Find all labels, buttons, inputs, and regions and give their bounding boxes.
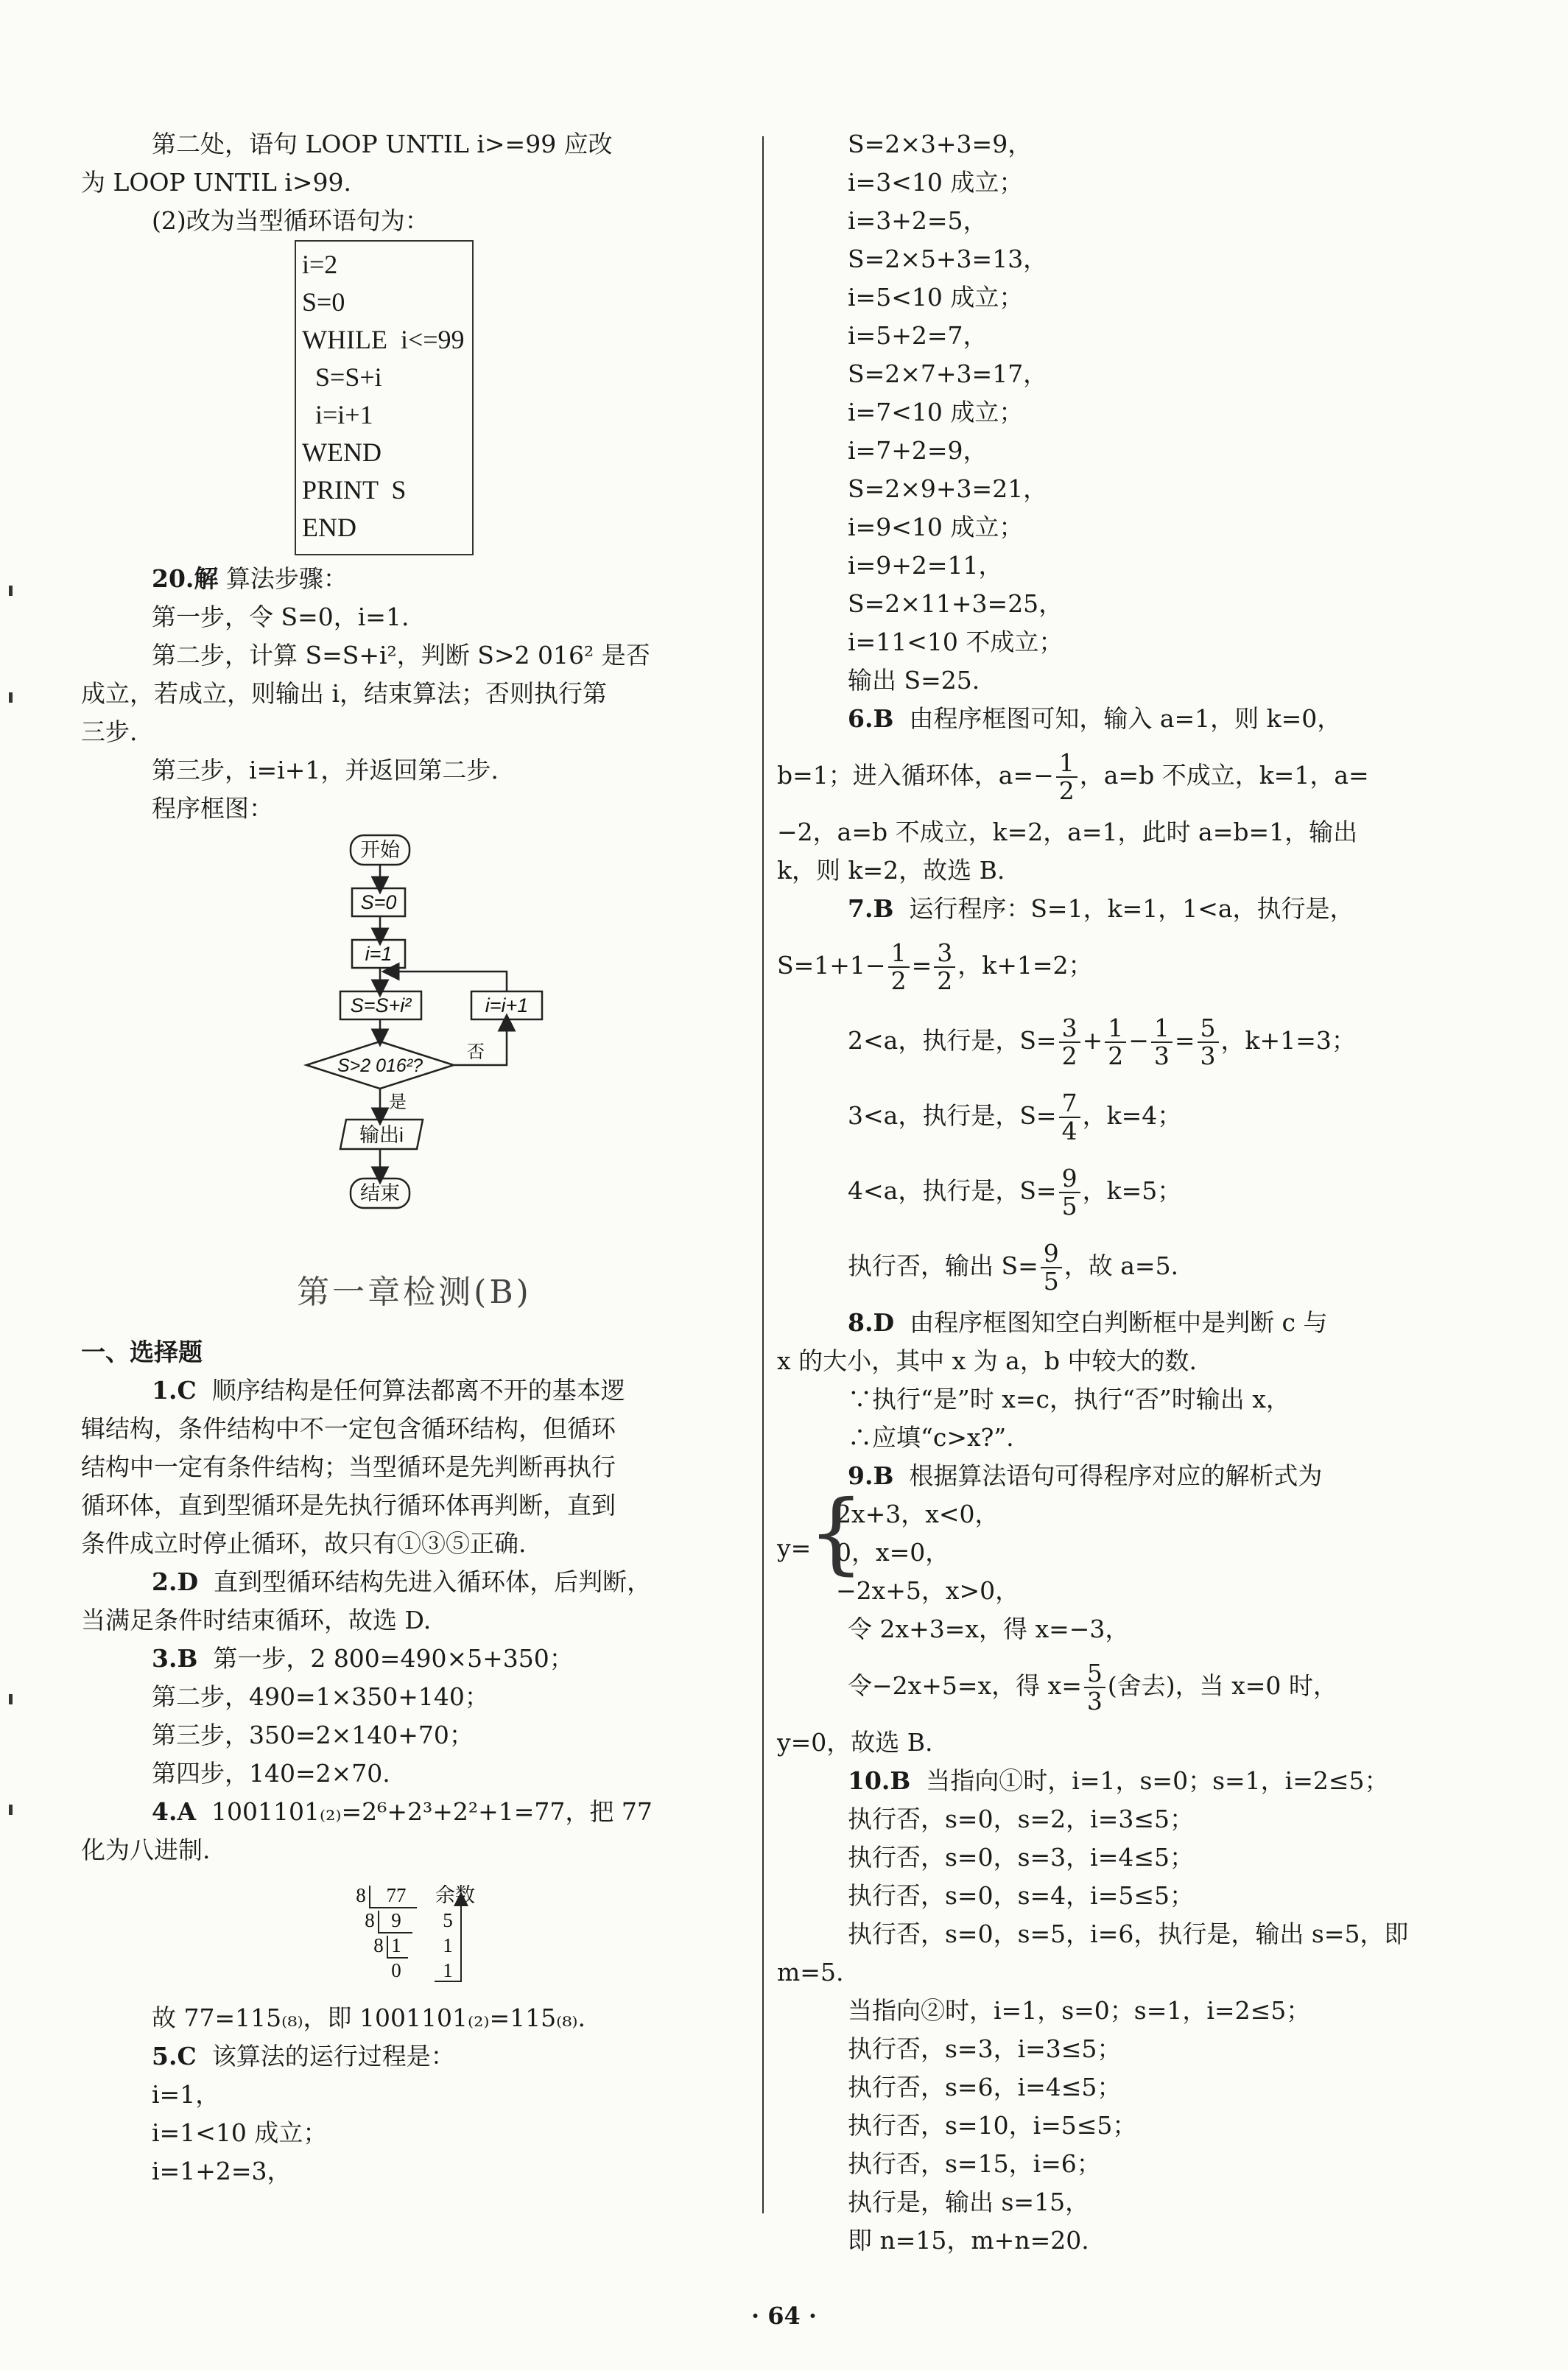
fraction xyxy=(1151,1015,1173,1069)
text-segment: b=1；进入循环体，a=− xyxy=(777,761,1054,790)
question-label: 10.B xyxy=(848,1766,911,1795)
operator: + xyxy=(1082,1026,1103,1055)
divisor: 8 xyxy=(356,1884,366,1906)
remainder: 1 xyxy=(443,1934,453,1956)
answer-line xyxy=(777,890,1484,928)
text-line: i=11<10 不成立； xyxy=(848,628,1064,656)
code-box xyxy=(295,240,474,555)
answer-text: 由程序框图可知，输入 a=1，则 k=0， xyxy=(909,704,1342,733)
answer-text: 根据算法语句可得程序对应的解析式为 xyxy=(909,1461,1323,1490)
answer-text: 该算法的运行过程是： xyxy=(211,2042,455,2070)
text-line: 即 n=15，m+n=20. xyxy=(848,2226,1089,2255)
quotient: 9 xyxy=(391,1909,401,1931)
text-line: S=2×7+3=17， xyxy=(848,359,1048,388)
answer-text: 运行程序：S=1，k=1，1<a，执行是， xyxy=(909,894,1354,923)
quotient: 0 xyxy=(391,1959,401,1981)
fraction xyxy=(1059,1015,1080,1069)
question-label: 6.B xyxy=(848,704,894,733)
text-line: 第四步，140=2×70. xyxy=(152,1759,390,1788)
numerator: 9 xyxy=(1059,1165,1080,1193)
text-segment: ，a=b 不成立，k=1，a= xyxy=(1079,761,1369,790)
piece: 2x+3，x<0， xyxy=(836,1500,999,1528)
text-segment: ，k+1=2； xyxy=(957,951,1093,980)
text-line: −2，a=b 不成立，k=2，a=1，此时 a=b=1，输出 xyxy=(777,818,1358,846)
short-division xyxy=(81,1881,748,1992)
answer-line xyxy=(777,1304,1484,1342)
code-line: END xyxy=(302,513,356,542)
text-line: 成立，若成立，则输出 i，结束算法；否则执行第 xyxy=(81,679,608,708)
text-line: i=3+2=5， xyxy=(848,206,988,235)
text-line: 当指向②时，i=1，s=0；s=1，i=2≤5； xyxy=(848,1996,1311,2025)
text-line xyxy=(777,1003,1484,1078)
text-line: 程序框图： xyxy=(152,794,273,823)
text-line xyxy=(777,928,1484,1003)
question-title: 算法步骤： xyxy=(218,564,348,593)
text-line: 执行否，s=6，i=4≤5； xyxy=(848,2073,1122,2101)
part-heading: 一、选择题 xyxy=(81,1338,203,1366)
ssum-label: S=S+i² xyxy=(350,994,412,1016)
fraction xyxy=(1059,1090,1080,1145)
answer-line xyxy=(777,1762,1484,1800)
text-segment: ，k=4； xyxy=(1082,1101,1182,1130)
question-label: 2.D xyxy=(152,1567,199,1596)
text-line: y=0，故选 B. xyxy=(777,1728,933,1757)
text-line: 执行否，s=0，s=2，i=3≤5； xyxy=(848,1805,1195,1833)
text-line: 令 2x+3=x，得 x=−3， xyxy=(848,1615,1130,1643)
iinc-label: i=i+1 xyxy=(485,994,529,1016)
text-line: 条件成立时停止循环，故只有①③⑤正确. xyxy=(81,1529,527,1558)
text-line xyxy=(777,738,1484,813)
denominator: 5 xyxy=(1043,1267,1059,1296)
numerator: 7 xyxy=(1059,1090,1080,1118)
text-line: 辑结构，条件结构中不一定包含循环结构，但循环 xyxy=(81,1414,616,1443)
answer-line xyxy=(81,1563,748,1601)
divisor: 8 xyxy=(373,1934,384,1956)
operator: = xyxy=(1174,1026,1195,1055)
denominator: 3 xyxy=(1153,1042,1170,1070)
question-label: 8.D xyxy=(848,1308,895,1337)
text-line: 第三步，i=i+1，并返回第二步. xyxy=(152,756,499,784)
numerator: 5 xyxy=(1198,1015,1219,1043)
piece: 0，x=0， xyxy=(836,1538,950,1567)
text-line: i=9+2=11， xyxy=(848,551,1003,580)
flowchart xyxy=(81,828,748,1240)
numerator: 1 xyxy=(1056,750,1077,778)
answer-text: 直到型循环结构先进入循环体，后判断， xyxy=(214,1567,652,1596)
text-line: 执行是，输出 s=15， xyxy=(848,2188,1090,2216)
start-label: 开始 xyxy=(360,839,400,861)
text-line: i=1<10 成立； xyxy=(152,2118,328,2147)
fraction xyxy=(888,940,910,994)
text-line: i=5<10 成立； xyxy=(848,283,1024,312)
text-line xyxy=(777,1153,1484,1229)
remainder: 1 xyxy=(443,1959,453,1981)
text-segment: ，k=5； xyxy=(1082,1176,1182,1205)
i1-label: i=1 xyxy=(365,943,393,965)
column-divider xyxy=(762,136,764,2213)
question-label: 1.C xyxy=(152,1376,197,1405)
yes-label: 是 xyxy=(389,1092,407,1112)
question-label: 9.B xyxy=(848,1461,894,1490)
fraction xyxy=(1198,1015,1219,1069)
text-line: 结构中一定有条件结构；当型循环是先判断再执行 xyxy=(81,1453,616,1481)
text-line: 循环体，直到型循环是先执行循环体再判断，直到 xyxy=(81,1491,616,1520)
denominator: 3 xyxy=(1200,1042,1216,1070)
answer-line xyxy=(777,1457,1484,1495)
code-line: WEND xyxy=(302,438,382,467)
end-label: 结束 xyxy=(360,1182,400,1204)
fraction xyxy=(1084,1660,1105,1715)
denominator: 2 xyxy=(890,966,907,995)
answer-text: 当指向①时，i=1，s=0；s=1，i=2≤5； xyxy=(926,1766,1389,1795)
question-label: 7.B xyxy=(848,894,894,923)
piece-list xyxy=(777,1495,1484,1610)
denominator: 5 xyxy=(1061,1192,1077,1220)
text-line xyxy=(777,1078,1484,1153)
text-line: i=5+2=7， xyxy=(848,321,988,350)
question-label: 20.解 xyxy=(152,564,219,593)
text-line: x 的大小，其中 x 为 a，b 中较大的数. xyxy=(777,1346,1197,1375)
brace-symbol: { xyxy=(808,1482,865,1584)
question-20-heading xyxy=(81,560,748,598)
s0-label: S=0 xyxy=(360,891,397,913)
text-segment: 令−2x+5=x，得 x= xyxy=(848,1671,1082,1700)
text-line: m=5. xyxy=(777,1958,844,1987)
numerator: 9 xyxy=(1041,1240,1062,1268)
text-line: 执行否，s=0，s=3，i=4≤5； xyxy=(848,1843,1195,1872)
text-line: 第二处，语句 LOOP UNTIL i>=99 应改 xyxy=(152,130,613,158)
cond-label: S>2 016²? xyxy=(337,1055,423,1076)
fraction xyxy=(1059,1165,1080,1220)
text-line: 当满足条件时结束循环，故选 D. xyxy=(81,1606,432,1634)
answer-line xyxy=(81,1371,748,1410)
answer-line xyxy=(81,1793,748,1831)
text-line: ∵执行“是”时 x=c，执行“否”时输出 x， xyxy=(848,1385,1290,1413)
divisor: 8 xyxy=(365,1909,375,1931)
text-line: ∴应填“c>x?”. xyxy=(848,1423,1014,1452)
text-segment: ，故 a=5. xyxy=(1064,1251,1179,1280)
text-line: i=3<10 成立； xyxy=(848,168,1024,197)
code-line: S=0 xyxy=(302,287,345,317)
function-name: y= xyxy=(777,1534,812,1562)
text-line: 输出 S=25. xyxy=(848,666,980,695)
left-column xyxy=(81,125,748,2191)
text-line: i=9<10 成立； xyxy=(848,513,1024,541)
answer-text: 顺序结构是任何算法都离不开的基本逻 xyxy=(211,1376,625,1405)
margin-mark xyxy=(9,1694,13,1704)
text-line: 化为八进制. xyxy=(81,1836,211,1864)
code-line: i=i+1 xyxy=(302,400,373,429)
fraction xyxy=(934,940,955,994)
answer-line xyxy=(777,700,1484,738)
text-line: 三步. xyxy=(81,717,138,746)
text-segment: S=1+1− xyxy=(777,951,886,980)
text-line: i=7+2=9， xyxy=(848,436,988,465)
dividend: 77 xyxy=(386,1884,407,1906)
answer-text: 由程序框图知空白判断框中是判断 c 与 xyxy=(910,1308,1328,1337)
text-line: 执行否，s=0，s=4，i=5≤5； xyxy=(848,1881,1195,1910)
denominator: 4 xyxy=(1061,1117,1077,1145)
section-title: 第一章检测(B) xyxy=(297,1274,532,1311)
text-segment: 4<a，执行是，S= xyxy=(848,1176,1057,1205)
remainder: 5 xyxy=(443,1909,453,1931)
text-line: 执行否，s=15，i=6； xyxy=(848,2149,1101,2178)
remainder-header: 余数 xyxy=(435,1884,475,1906)
text-line: k，则 k=2，故选 B. xyxy=(777,856,1005,885)
text-segment: 3<a，执行是，S= xyxy=(848,1101,1057,1130)
code-line: WHILE i<=99 xyxy=(302,325,465,354)
text-line: (2)改为当型循环语句为： xyxy=(152,206,429,235)
text-segment: (舍去)，当 x=0 时， xyxy=(1107,1671,1337,1700)
answer-text: 1001101₍₂₎=2⁶+2³+2²+1=77，把 77 xyxy=(211,1797,653,1826)
text-line: 第一步，令 S=0，i=1. xyxy=(152,603,409,631)
text-line: S=2×11+3=25， xyxy=(848,589,1064,618)
margin-mark xyxy=(9,1805,13,1815)
text-line: i=1， xyxy=(152,2080,220,2109)
margin-mark xyxy=(9,586,13,596)
margin-mark xyxy=(9,692,13,703)
text-line: S=2×9+3=21， xyxy=(848,474,1048,503)
text-line xyxy=(777,1648,1484,1724)
page-number: · 64 · xyxy=(750,2302,818,2330)
text-segment: 执行否，输出 S= xyxy=(848,1251,1038,1280)
text-line: i=1+2=3， xyxy=(152,2157,292,2185)
text-line xyxy=(777,1229,1484,1304)
text-line: 第三步，350=2×140+70； xyxy=(152,1721,474,1749)
right-column xyxy=(777,125,1484,2260)
quotient: 1 xyxy=(391,1934,401,1956)
text-line: 为 LOOP UNTIL i>99. xyxy=(81,168,352,197)
answer-text: 第一步，2 800=490×5+350； xyxy=(213,1644,574,1673)
text-line: 第二步，490=1×350+140； xyxy=(152,1682,489,1711)
denominator: 3 xyxy=(1086,1687,1103,1715)
piece: −2x+5，x>0， xyxy=(836,1576,1020,1605)
piecewise-function xyxy=(777,1482,1484,1610)
denominator: 2 xyxy=(937,966,953,995)
code-line: PRINT S xyxy=(302,475,407,505)
text-line: 执行否，s=10，i=5≤5； xyxy=(848,2111,1137,2140)
fraction xyxy=(1056,750,1077,804)
text-line: S=2×3+3=9， xyxy=(848,130,1033,158)
code-line: S=S+i xyxy=(302,362,382,392)
numerator: 1 xyxy=(1105,1015,1126,1043)
output-label: 输出i xyxy=(359,1124,404,1146)
text-line: 第二步，计算 S=S+i²，判断 S>2 016² 是否 xyxy=(152,641,650,670)
text-line: S=2×5+3=13， xyxy=(848,245,1048,273)
operator: = xyxy=(911,951,932,980)
denominator: 2 xyxy=(1061,1042,1077,1070)
numerator: 3 xyxy=(934,940,955,968)
text-line: i=7<10 成立； xyxy=(848,398,1024,426)
numerator: 3 xyxy=(1059,1015,1080,1043)
operator: − xyxy=(1128,1026,1149,1055)
numerator: 1 xyxy=(888,940,910,968)
no-label: 否 xyxy=(467,1042,485,1062)
numerator: 1 xyxy=(1151,1015,1173,1043)
text-segment: ，k+1=3； xyxy=(1220,1026,1356,1055)
code-line: i=2 xyxy=(302,250,338,279)
answer-line xyxy=(81,2037,748,2076)
denominator: 2 xyxy=(1058,776,1075,805)
numerator: 5 xyxy=(1084,1660,1105,1688)
question-label: 3.B xyxy=(152,1644,198,1673)
answer-line xyxy=(81,1640,748,1678)
fraction xyxy=(1105,1015,1126,1069)
question-label: 4.A xyxy=(152,1797,197,1826)
text-line: 执行否，s=0，s=5，i=6，执行是，输出 s=5，即 xyxy=(848,1919,1409,1948)
denominator: 2 xyxy=(1108,1042,1124,1070)
question-label: 5.C xyxy=(152,2042,197,2070)
text-line: 执行否，s=3，i=3≤5； xyxy=(848,2034,1122,2063)
text-line: 故 77=115₍₈₎，即 1001101₍₂₎=115₍₈₎. xyxy=(152,2003,586,2032)
fraction xyxy=(1041,1240,1062,1295)
text-segment: 2<a，执行是，S= xyxy=(848,1026,1057,1055)
